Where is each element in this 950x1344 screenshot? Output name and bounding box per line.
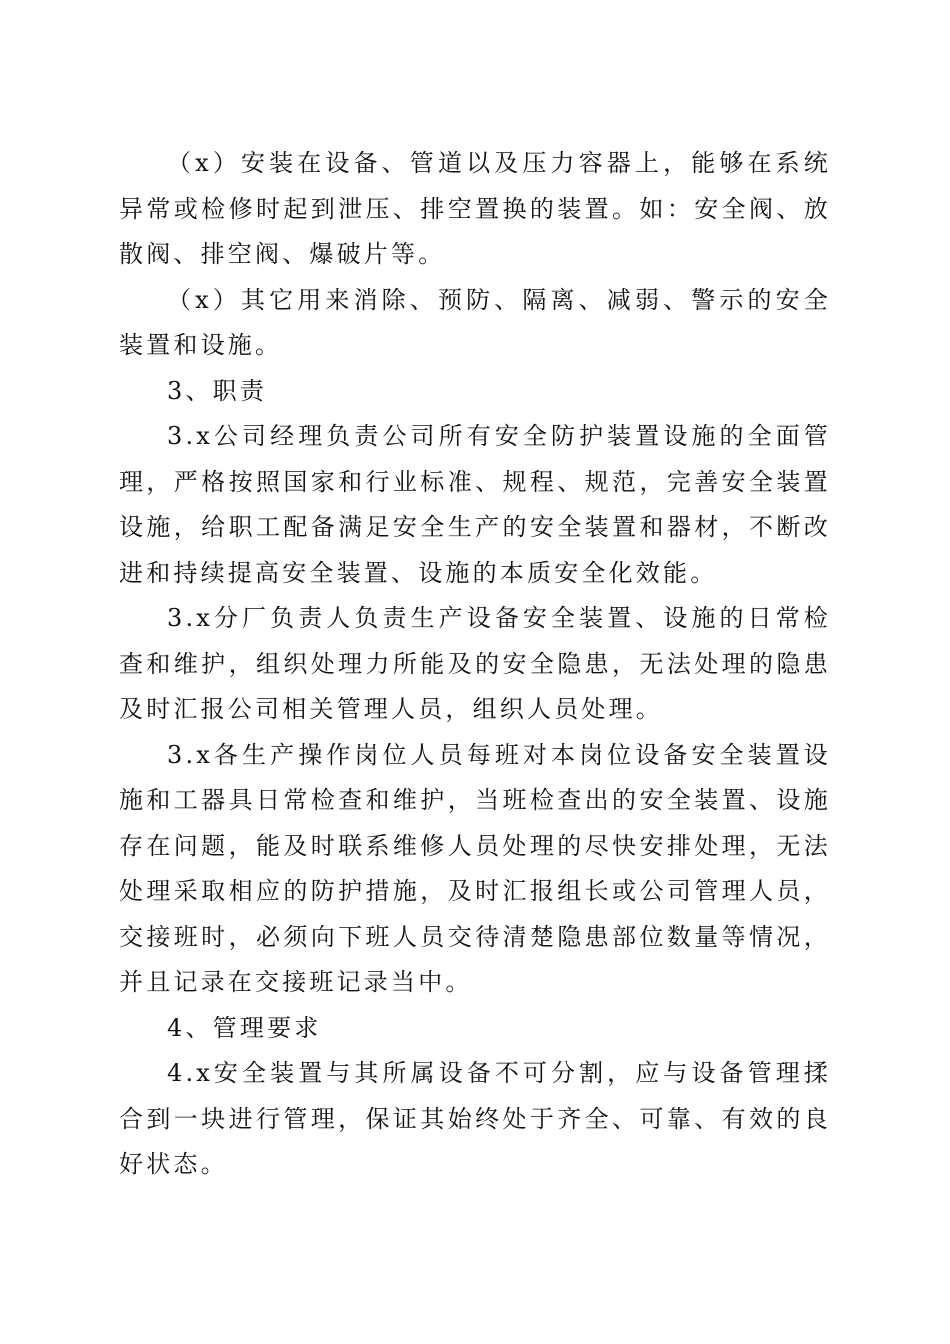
paragraph-branch-duty: 3.x分厂负责人负责生产设备安全装置、设施的日常检查和维护，组织处理力所能及的安全隐患，无法处理的隐患及时汇报公司相关管理人员，组织人员处理。	[119, 604, 831, 723]
paragraph-relief-devices: （x）安装在设备、管道以及压力容器上，能够在系统异常或检修时起到泄压、排空置换的装置。如：安全阀、放散阀、排空阀、爆破片等。	[119, 149, 831, 268]
paragraph-management-requirement: 4.x安全装置与其所属设备不可分割，应与设备管理揉合到一块进行管理，保证其始终处于齐全、可靠、有效的良好状态。	[119, 1059, 831, 1178]
section-heading-management-requirements: 4、管理要求	[167, 1013, 322, 1042]
document-body	[119, 141, 831, 1188]
paragraph-manager-duty: 3.x公司经理负责公司所有安全防护装置设施的全面管理，严格按照国家和行业标准、规程、规范，完善安全装置设施，给职工配备满足安全生产的安全装置和器材，不断改进和持续提高安全装置、设施的本质安全化效能。	[119, 422, 831, 587]
paragraph-other-devices: （x）其它用来消除、预防、隔离、减弱、警示的安全装置和设施。	[119, 285, 831, 359]
paragraph-operator-duty: 3.x各生产操作岗位人员每班对本岗位设备安全装置设施和工器具日常检查和维护，当班检查出的安全装置、设施存在问题，能及时联系维修人员处理的尽快安排处理，无法处理采取相应的防护措施，及时汇报组长或公司管理人员，交接班时，必须向下班人员交待清楚隐患部位数量等情况，并且记录在交接班记录当中。	[119, 740, 831, 996]
section-heading-responsibilities: 3、职责	[167, 376, 268, 405]
